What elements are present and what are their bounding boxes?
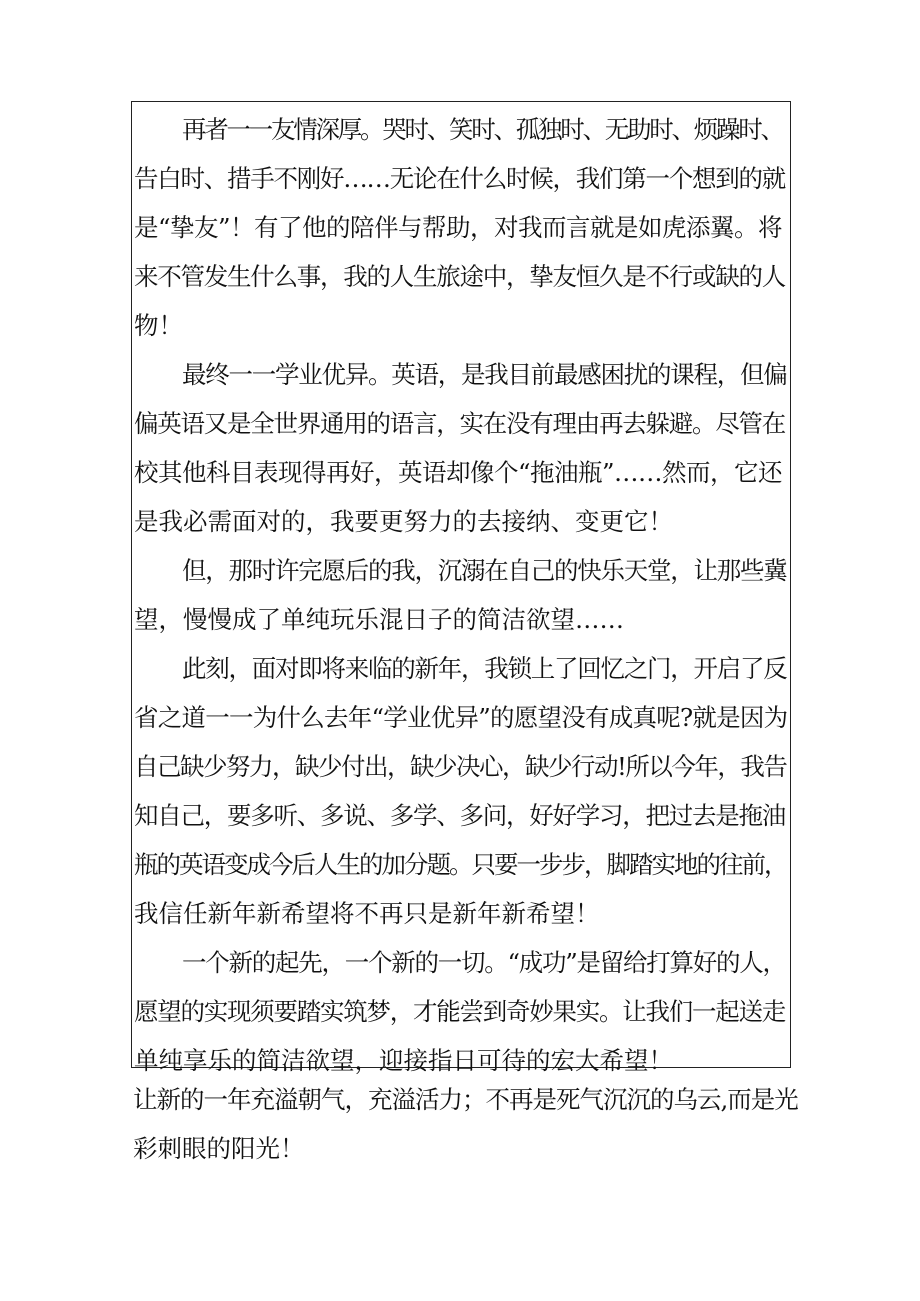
paragraph-2-line-2: 偏英语又是全世界通用的语言，实在没有理由再去躲避。尽管在 [134, 409, 785, 438]
trailing-line-1: 让新的一年充溢朝气，充溢活力；不再是死气沉沉的乌云,而是光 [133, 1085, 798, 1114]
paragraph-4-line-6: 我信任新年新希望将不再只是新年新希望！ [134, 899, 600, 928]
paragraph-4-line-3: 自己缺少努力，缺少付出，缺少决心，缺少行动!所以今年，我告 [134, 752, 787, 781]
paragraph-1-line-5: 物！ [134, 311, 183, 340]
paragraph-1-line-2: 告白时、措手不刚好……无论在什么时候，我们第一个想到的就 [134, 164, 785, 193]
paragraph-3-line-1: 但，那时许完愿后的我，沉溺在自己的快乐天堂，让那些冀 [182, 556, 787, 585]
paragraph-4-line-4: 知自己，要多听、多说、多学、多问，好好学习，把过去是拖油 [134, 801, 785, 830]
trailing-line-2: 彩刺眼的阳光！ [133, 1134, 305, 1163]
bordered-text-box [131, 101, 791, 1075]
paragraph-5-line-3: 单纯享乐的简洁欲望，迎接指日可待的宏大希望！ [134, 1046, 673, 1075]
paragraph-2-line-4: 是我必需面对的，我要更努力的去接纳、变更它！ [134, 507, 673, 536]
paragraph-3-line-2: 望，慢慢成了单纯玩乐混日子的简洁欲望…… [134, 605, 624, 634]
paragraph-5-line-2: 愿望的实现须要踏实筑梦，才能尝到奇妙果实。让我们一起送走 [134, 997, 785, 1026]
paragraph-2-line-3: 校其他科目表现得再好，英语却像个“拖油瓶”……然而，它还 [134, 458, 783, 487]
paragraph-4-line-2: 省之道一一为什么去年“学业优异”的愿望没有成真呢?就是因为 [134, 703, 788, 732]
paragraph-1-line-3: 是“挚友”！有了他的陪伴与帮助，对我而言就是如虎添翼。将 [134, 213, 783, 242]
paragraph-5-line-1: 一个新的起先，一个新的一切。“成功”是留给打算好的人， [182, 948, 786, 977]
paragraph-2-line-1: 最终一一学业优异。英语，是我目前最感困扰的课程，但偏 [182, 360, 787, 389]
paragraph-4-line-5: 瓶的英语变成今后人生的加分题。只要一步步，脚踏实地的往前， [134, 850, 787, 879]
paragraph-1-line-4: 来不管发生什么事，我的人生旅途中，挚友恒久是不行或缺的人 [134, 262, 785, 291]
paragraph-1-line-1: 再者一一友情深厚。哭时、笑时、孤独时、无助时、烦躁时、 [182, 115, 783, 144]
paragraph-4-line-1: 此刻，面对即将来临的新年，我锁上了回忆之门，开启了反 [182, 654, 787, 683]
